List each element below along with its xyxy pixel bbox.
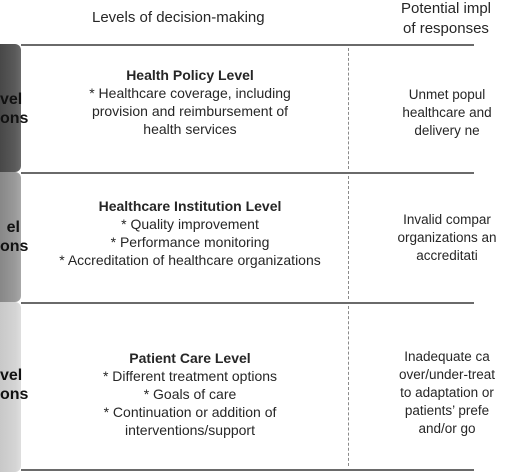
level-healthcare-institution bbox=[40, 197, 340, 269]
level-item: * Healthcare coverage, including bbox=[89, 85, 291, 101]
column-separator-row-3 bbox=[348, 306, 349, 466]
row-divider-1 bbox=[21, 172, 474, 174]
levels-column-header: Levels of decision-making bbox=[92, 9, 265, 26]
sidebar-label-line: el bbox=[6, 219, 20, 236]
implication-line: delivery ne bbox=[414, 123, 480, 138]
row-divider-bottom bbox=[21, 469, 474, 471]
implication-line: and/or go bbox=[418, 421, 476, 436]
implication-line: accreditati bbox=[416, 248, 478, 263]
sidebar-label-line: ons bbox=[0, 386, 29, 403]
level-item: health services bbox=[143, 121, 237, 137]
level-item: provision and reimbursement of bbox=[91, 103, 289, 119]
implication-healthcare-institution bbox=[362, 211, 532, 265]
column-separator-row-2 bbox=[348, 176, 349, 299]
level-patient-care bbox=[40, 349, 340, 439]
row-divider-2 bbox=[21, 302, 474, 304]
implication-line: Invalid compar bbox=[403, 212, 491, 227]
implication-line: Inadequate ca bbox=[404, 349, 490, 364]
implications-header-line1: Potential impl bbox=[400, 0, 492, 17]
implications-column-header bbox=[366, 0, 526, 39]
level-item: interventions/support bbox=[125, 422, 255, 438]
sidebar-label-patient-care bbox=[0, 366, 29, 404]
implication-line: to adaptation or bbox=[400, 385, 494, 400]
sidebar-label-line: vel bbox=[0, 367, 23, 384]
level-title: Patient Care Level bbox=[129, 350, 251, 366]
sidebar-label-line: ons bbox=[0, 110, 29, 127]
sidebar-label-health-policy bbox=[0, 90, 29, 128]
implication-health-policy bbox=[362, 86, 532, 140]
sidebar-label-line: ons bbox=[0, 238, 29, 255]
level-title: Healthcare Institution Level bbox=[98, 198, 282, 214]
level-item: * Accreditation of healthcare organizations bbox=[59, 252, 321, 268]
implication-line: organizations an bbox=[397, 230, 497, 245]
sidebar-label-healthcare-institution bbox=[0, 218, 29, 256]
level-item: * Different treatment options bbox=[102, 368, 278, 384]
implication-line: patients’ prefe bbox=[404, 403, 490, 418]
level-item: * Performance monitoring bbox=[110, 234, 270, 250]
level-title: Health Policy Level bbox=[126, 67, 254, 83]
implication-line: over/under-treat bbox=[398, 367, 496, 382]
level-item: * Quality improvement bbox=[121, 216, 259, 232]
level-health-policy bbox=[40, 66, 340, 138]
implications-header-line2: of responses bbox=[403, 20, 489, 37]
sidebar-label-line: vel bbox=[0, 91, 23, 108]
row-divider-top bbox=[21, 44, 474, 46]
level-item: * Goals of care bbox=[143, 386, 237, 402]
column-separator-row-1 bbox=[348, 48, 349, 169]
implication-line: healthcare and bbox=[402, 105, 492, 120]
implication-line: Unmet popul bbox=[408, 87, 486, 102]
level-item: * Continuation or addition of bbox=[103, 404, 277, 420]
implication-patient-care bbox=[362, 348, 532, 438]
